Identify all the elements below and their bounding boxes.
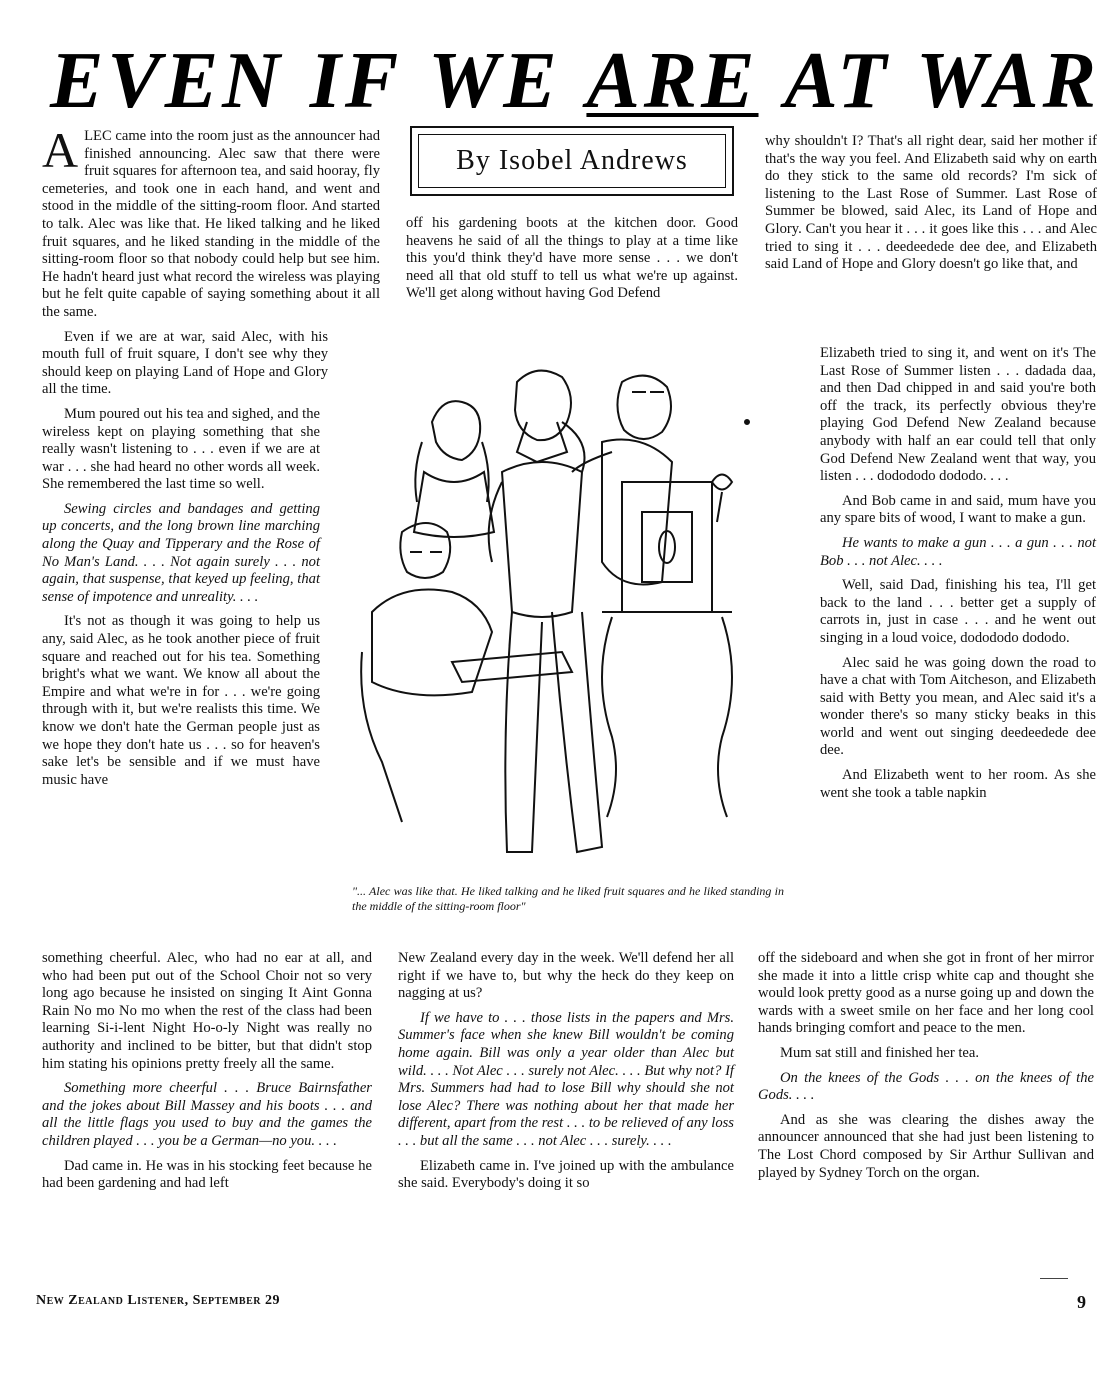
column-2-top	[406, 215, 738, 310]
title-word: IF	[309, 37, 403, 125]
paragraph: Mum poured out his tea and sighed, and the wireless kept on playing something that she really wasn't listening to . . . even if we are at war . . . she had heard no other words all week. She remembered the last time so well.	[42, 405, 320, 493]
paragraph: If we have to . . . those lists in the papers and Mrs. Summer's face when she knew Bill wouldn't be coming home again. Bill was only a year older than Alec but wild. . . . Not Alec . . . surely not Alec. . . . But why not? If Mrs. Summers had had to lose Bill why should she not lose Alec? There was nothing about her that made her different, apart from the rest . . . to be relieved of any loss . . . but all the same . . . not Alec . . . surely. . . .	[398, 1009, 734, 1149]
illustration-caption: "... Alec was like that. He liked talking and he liked fruit squares and he liked standing in the middle of the sitting-room floor"	[352, 884, 784, 913]
paragraph: Mum sat still and finished her tea.	[780, 1044, 980, 1061]
radio-table	[602, 612, 732, 817]
title-word: WAR	[916, 37, 1100, 125]
column-2-bottom	[398, 950, 734, 1200]
paragraph: Elizabeth came in. I've joined up with the ambulance she said. Everybody's doing it so	[398, 1157, 734, 1192]
column-3-top	[765, 133, 1097, 281]
title-word: AT	[784, 37, 891, 125]
column-3-bottom	[758, 950, 1094, 1189]
page-number: 9	[1077, 1292, 1086, 1312]
footer-publication: New Zealand Listener, September 29	[36, 1293, 280, 1308]
paragraph: Elizabeth tried to sing it, and went on it's The Last Rose of Summer listen . . . dadada daa, and then Dad chipped in and said you're both off the track, its perfectly obvious they're playing God Defend New Zealand because anybody with half an ear could tell that only God Defend New Zealand went that way, you listen . . . dodododo dododo. . . .	[820, 345, 1096, 485]
article-title	[50, 38, 1100, 124]
illustration-family-scene	[352, 362, 762, 872]
mother-body	[372, 590, 492, 696]
column-3-middle	[820, 345, 1096, 809]
paragraph: Something more cheerful . . . Bruce Bairnsfather and the jokes about Bill Massey and his boots . . . and all the little flags you used to buy and the games the children played . . . you be a German—no you. . . .	[42, 1080, 372, 1149]
father-head	[617, 376, 671, 439]
paragraph: Dad came in. He was in his stocking feet because he had been gardening and had left	[42, 1157, 372, 1192]
paragraph: off his gardening boots at the kitchen door. Good heavens he said of all the things to play at a time like this you'd think they'd have more sense . . . we don't need all that old stuff to tell us what we're up against. We'll get along without having God Defend	[406, 215, 738, 302]
paragraph: And as she was clearing the dishes away the announcer announced that she had just been listening to The Lost Chord composed by Sir Arthur Sullivan and played by Sydney Torch on the organ.	[758, 1111, 1094, 1181]
title-word: EVEN	[50, 37, 284, 125]
byline-box	[410, 126, 734, 196]
paragraph: And Elizabeth went to her room. As she went she took a table napkin	[820, 767, 1096, 801]
alec-torso	[502, 462, 582, 617]
paragraph: And Bob came in and said, mum have you any spare bits of wood, I want to make a gun.	[820, 492, 1096, 527]
drop-cap: A	[42, 122, 79, 178]
paragraph: Well, said Dad, finishing his tea, I'll get back to the land . . . better get a supply of carrots in, just in case . . . and he went out singing in a loud voice, dodododo dododo.	[820, 577, 1096, 646]
woman-body	[414, 472, 494, 537]
flowers	[712, 475, 732, 523]
paragraph: off the sideboard and when she got in front of her mirror she made it into a little crisp white cap and thought she would look pretty good as a nurse going up and down the wards with a sweet smile on her face and her long cool hands bringing comfort and peace to the men.	[758, 950, 1094, 1037]
dot	[745, 420, 749, 424]
paragraph: Alec said he was going down the road to have a chat with Tom Aitcheson, and Elizabeth said with Betty you mean, and Alec said it's a wonder there's so many sticky beaks in this world and went out singing deedeedede dee dee.	[820, 654, 1096, 759]
alec-leg-left	[505, 612, 542, 852]
byline: By Isobel Andrews	[418, 134, 726, 188]
column-1-bottom	[42, 950, 372, 1200]
woman-head	[432, 401, 480, 460]
end-rule	[1040, 1278, 1068, 1279]
paragraph: He wants to make a gun . . . a gun . . . not Bob . . . not Alec. . . .	[820, 534, 1096, 569]
alec-leg-right	[552, 612, 602, 852]
paragraph: Even if we are at war, said Alec, with his mouth full of fruit square, I don't see why they should keep on playing Land of Hope and Glory all the time.	[42, 328, 328, 398]
chair-left	[361, 652, 402, 822]
paragraph: something cheerful. Alec, who had no ear at all, and who had been put out of the School Choir not so very long ago because he insisted on singing It Aint Gonna Rain No mo No mo when the rest of the class had been learning Si-i-lent Night Ho-o-ly Night was really no authority and inclined to be bitter, but that didn't stop him stating his opinions pretty freely all the same.	[42, 950, 372, 1072]
radio-set	[622, 482, 712, 612]
paragraph	[42, 122, 380, 322]
mother-head	[400, 523, 450, 578]
paragraph: It's not as though it was going to help us any, said Alec, as he took another piece of fruit square and reached out for his tea. Something bright's what we want. We know all about the Empire and what we're in for . . . we're going through with it, but we're realists this time. We know we don't hate the German people just as we hope they don't hate us . . . so for heaven's sake let's be sensible and if we must have music have	[42, 613, 320, 788]
paragraph: On the knees of the Gods . . . on the knees of the Gods. . . .	[758, 1069, 1094, 1104]
paragraph: why shouldn't I? That's all right dear, said her mother if that's the way you feel. And Elizabeth said why on earth do they stick to the same old records? I'm sick of listening to the Last Rose of Summer. Last Rose of Summer be blowed, said Alec, its Land of Hope and Glory. Can't you hear it . . . it goes like this . . . and Alec tried to sing it . . . deedeedede dee dee, and Elizabeth said Land of Hope and Glory doesn't go like that, and	[765, 133, 1097, 273]
title-word: WE	[428, 37, 561, 125]
paragraph: Sewing circles and bandages and getting up concerts, and the long brown line marching along the Quay and Tipperary and the Rose of No Man's Land. . . . Not again surely . . . not again, that suspense, that keyed up feeling, that sense of impotence and unreality. . . .	[42, 500, 320, 605]
paragraph-text: LEC came into the room just as the announcer had finished announcing. Alec saw that there were fruit squares for afternoon tea, and said hooray, fly cemeteries, and took one in each hand, and went and stood in the middle of the sitting-room floor. And started to talk. Alec was like that. He liked talking and he liked fruit squares, and he liked standing in the middle of the sitting-room floor so that nobody could help but see him. He hadn't heard just what record the wireless was playing but he felt quite capable of saying something about it all the same.	[42, 128, 380, 320]
tea-table	[452, 652, 572, 682]
paragraph: New Zealand every day in the week. We'll defend her all right if we have to, but why the heck do they keep on nagging at us?	[398, 950, 734, 1002]
column-1-top	[42, 122, 380, 796]
title-word-underlined: ARE	[586, 37, 759, 125]
